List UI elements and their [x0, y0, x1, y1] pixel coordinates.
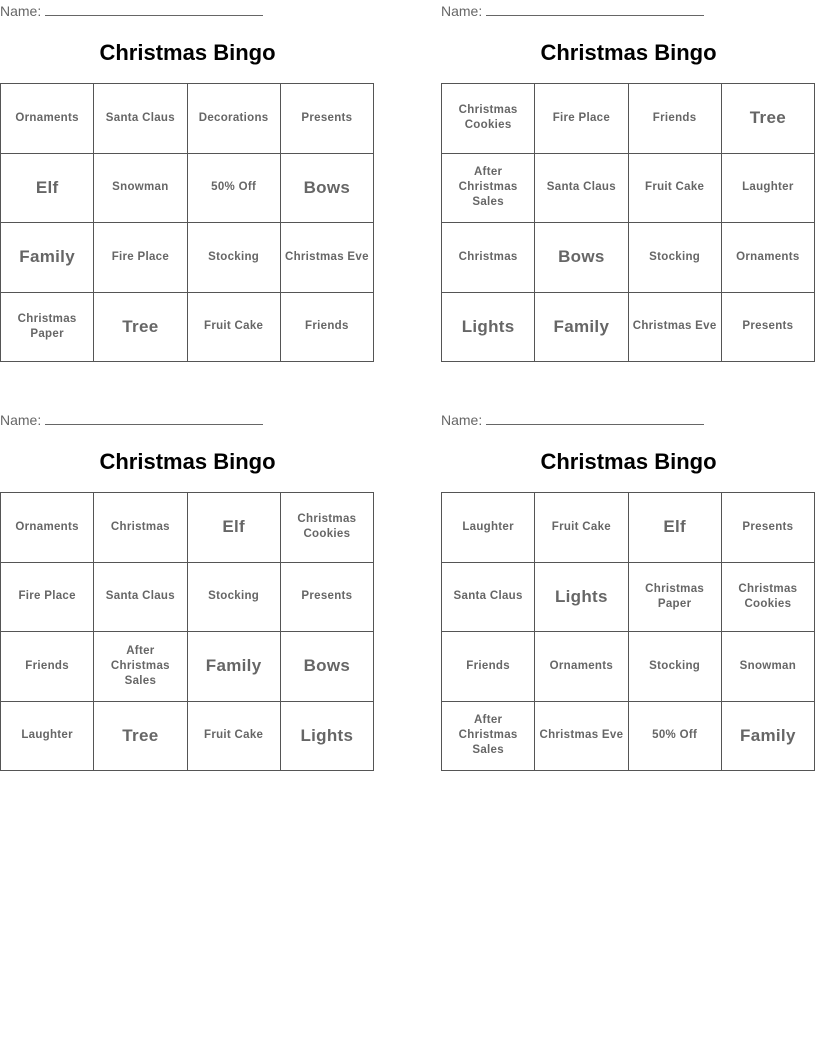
bingo-cell: Lights	[442, 292, 535, 362]
card-title: Christmas Bingo	[99, 40, 276, 65]
bingo-cell: 50% Off	[628, 701, 721, 771]
bingo-cell: Christmas Cookies	[280, 493, 373, 563]
bingo-cell: Christmas Paper	[1, 292, 94, 362]
name-underline[interactable]	[486, 3, 704, 16]
bingo-cell: Stocking	[187, 223, 280, 293]
bingo-cell: Santa Claus	[94, 562, 187, 632]
bingo-cell: Fire Place	[94, 223, 187, 293]
bingo-cell: Presents	[721, 493, 814, 563]
name-field[interactable]	[441, 412, 704, 428]
bingo-cell: Elf	[1, 153, 94, 223]
name-label: Name:	[441, 412, 483, 428]
bingo-cell: 50% Off	[187, 153, 280, 223]
bingo-cell: After Christmas Sales	[94, 632, 187, 702]
bingo-cell: Stocking	[628, 223, 721, 293]
bingo-grid	[0, 83, 374, 362]
bingo-cell: Fruit Cake	[628, 153, 721, 223]
bingo-cell: Friends	[442, 632, 535, 702]
bingo-cell: After Christmas Sales	[442, 701, 535, 771]
bingo-cell: After Christmas Sales	[442, 153, 535, 223]
name-label: Name:	[441, 3, 483, 19]
bingo-card-2	[441, 0, 816, 360]
card-title: Christmas Bingo	[540, 40, 717, 65]
bingo-cell: Laughter	[442, 493, 535, 563]
bingo-cell: Ornaments	[535, 632, 628, 702]
bingo-cell: Santa Claus	[535, 153, 628, 223]
bingo-cell: Stocking	[187, 562, 280, 632]
bingo-cell: Fruit Cake	[187, 701, 280, 771]
bingo-cell: Santa Claus	[442, 562, 535, 632]
bingo-cell: Family	[187, 632, 280, 702]
bingo-cell: Bows	[280, 632, 373, 702]
bingo-grid	[0, 492, 374, 771]
bingo-cell: Family	[535, 292, 628, 362]
bingo-cell: Lights	[535, 562, 628, 632]
bingo-cell: Tree	[94, 701, 187, 771]
bingo-cell: Tree	[94, 292, 187, 362]
bingo-cell: Santa Claus	[94, 84, 187, 154]
bingo-cell: Family	[1, 223, 94, 293]
bingo-card-4	[441, 409, 816, 769]
bingo-cell: Family	[721, 701, 814, 771]
bingo-cell: Presents	[280, 562, 373, 632]
bingo-cell: Friends	[628, 84, 721, 154]
name-field[interactable]	[441, 3, 704, 19]
bingo-cell: Fire Place	[535, 84, 628, 154]
name-underline[interactable]	[486, 412, 704, 425]
bingo-cell: Christmas Cookies	[442, 84, 535, 154]
bingo-cell: Fire Place	[1, 562, 94, 632]
bingo-cell: Christmas Eve	[280, 223, 373, 293]
bingo-card-1	[0, 0, 375, 360]
bingo-cell: Laughter	[1, 701, 94, 771]
bingo-cell: Christmas Eve	[535, 701, 628, 771]
bingo-cell: Presents	[721, 292, 814, 362]
bingo-cell: Laughter	[721, 153, 814, 223]
bingo-cell: Bows	[280, 153, 373, 223]
bingo-cell: Snowman	[94, 153, 187, 223]
bingo-cell: Fruit Cake	[535, 493, 628, 563]
name-field[interactable]	[0, 412, 263, 428]
bingo-cell: Christmas Cookies	[721, 562, 814, 632]
bingo-cell: Tree	[721, 84, 814, 154]
name-underline[interactable]	[45, 412, 263, 425]
bingo-cell: Ornaments	[1, 493, 94, 563]
bingo-cell: Stocking	[628, 632, 721, 702]
bingo-cell: Fruit Cake	[187, 292, 280, 362]
bingo-grid	[441, 492, 815, 771]
bingo-grid	[441, 83, 815, 362]
bingo-cell: Friends	[280, 292, 373, 362]
bingo-cell: Decorations	[187, 84, 280, 154]
bingo-cell: Christmas Eve	[628, 292, 721, 362]
name-field[interactable]	[0, 3, 263, 19]
bingo-cell: Christmas	[94, 493, 187, 563]
bingo-cell: Snowman	[721, 632, 814, 702]
card-title: Christmas Bingo	[99, 449, 276, 474]
name-label: Name:	[0, 3, 42, 19]
bingo-cell: Presents	[280, 84, 373, 154]
bingo-cell: Friends	[1, 632, 94, 702]
bingo-cell: Lights	[280, 701, 373, 771]
bingo-cell: Elf	[628, 493, 721, 563]
name-label: Name:	[0, 412, 42, 428]
bingo-cell: Ornaments	[721, 223, 814, 293]
bingo-card-3	[0, 409, 375, 769]
bingo-cell: Ornaments	[1, 84, 94, 154]
bingo-cell: Christmas Paper	[628, 562, 721, 632]
card-title: Christmas Bingo	[540, 449, 717, 474]
name-underline[interactable]	[45, 3, 263, 16]
bingo-cell: Bows	[535, 223, 628, 293]
bingo-cell: Christmas	[442, 223, 535, 293]
bingo-cell: Elf	[187, 493, 280, 563]
